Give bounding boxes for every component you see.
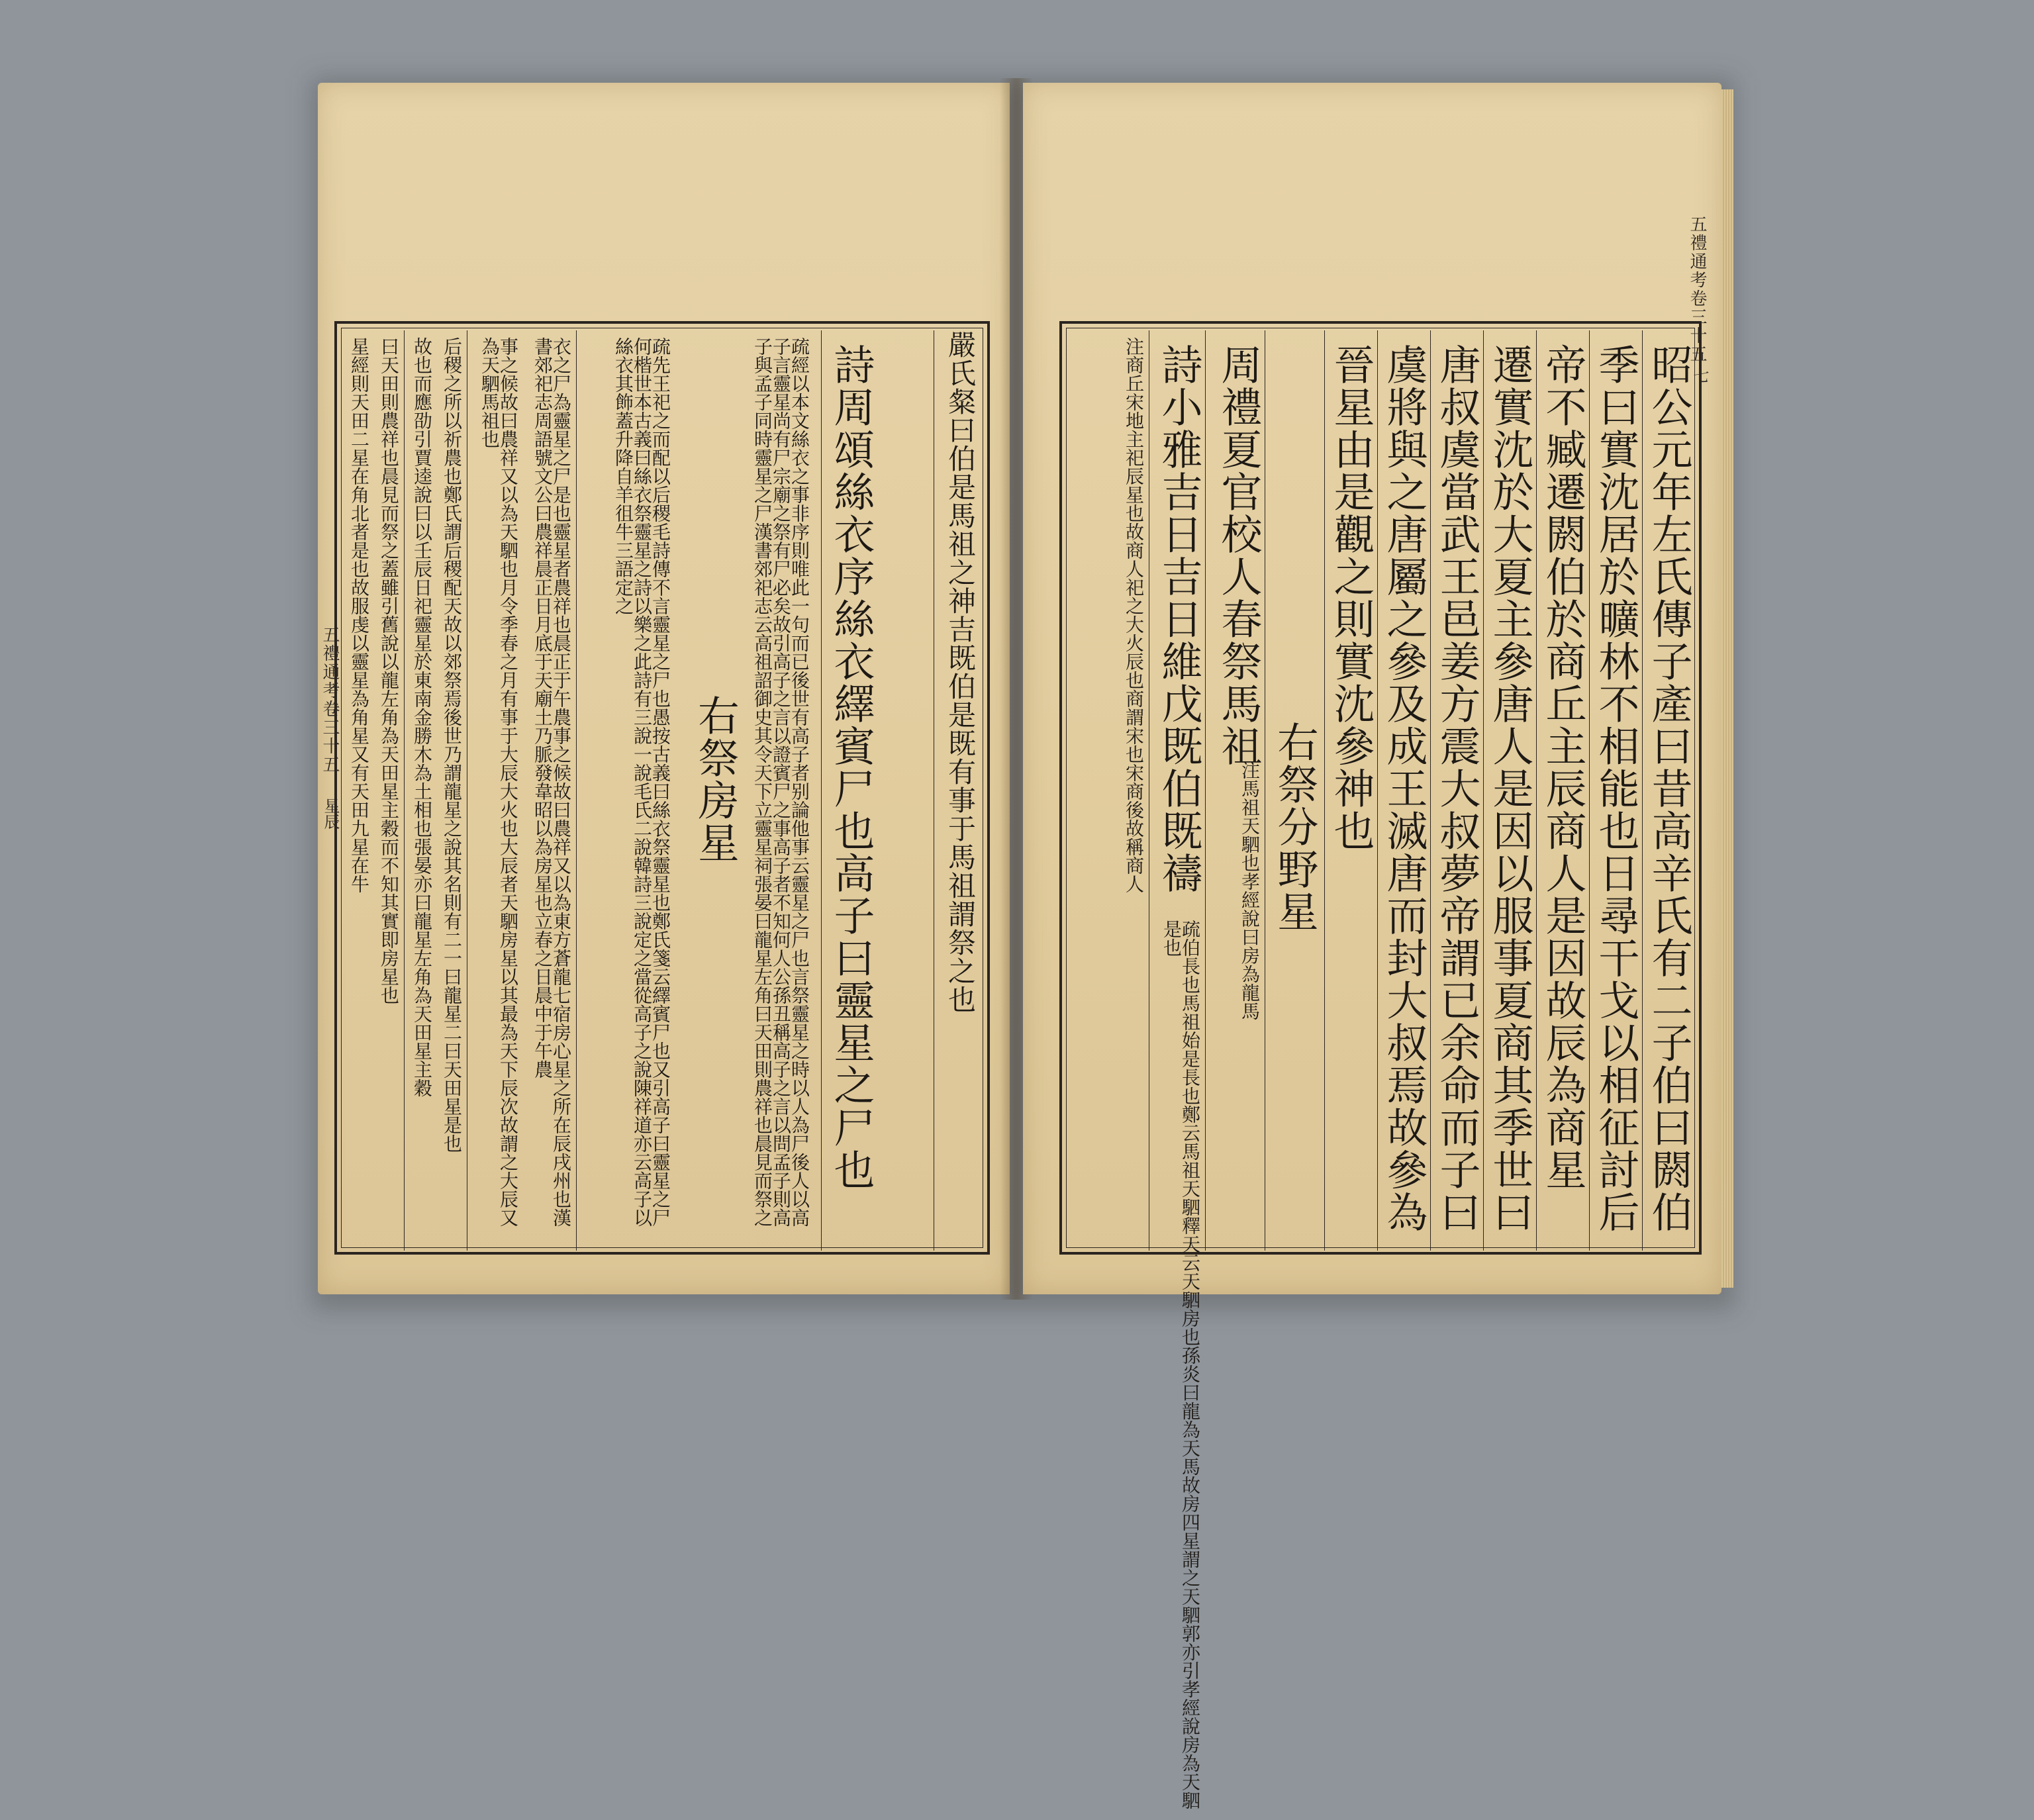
text-column: 季曰實沈居於曠林不相能也日尋干戈以相征討后	[1592, 344, 1640, 1233]
text-column: 虞將與之唐屬之參及成王滅唐而封大叔焉故參為	[1380, 344, 1428, 1233]
text-column: 唐叔虞當武王邑姜方震大叔夢帝謂已余命而子曰	[1433, 344, 1481, 1233]
commentary-block: 疏先王祀之而配以后稷毛詩傳不言靈星之尸也愚按古義曰絲衣祭靈星也鄭氏箋云繹賓尸也又引高子曰靈星之尸何楷世本古義曰絲衣祭靈星之詩以樂之此詩有三說一說毛氏二說韓詩三說定之當從高子之說陳祥道亦云高子以絲衣其飾蓋升降自羊徂牛三語定之	[612, 337, 671, 1227]
section-heading: 右祭房星	[691, 694, 740, 864]
commentary-block: 疏經以本文絲衣之事非序則唯此一句而已後世有高子者别論他事云靈星之尸也言祭靈星之時以人為尸後人以高子言靈星尚有尸宗廟之祭有尸必矣故引高子之言以證賓尸之事高子者不知何人公孫丑稱高子之言以問孟子則高子與孟子同時靈星之尸漢書郊祀志云高祖詔御史其令天下立靈星祠張晏曰龍星左角曰天田則農祥也晨見而祭之	[751, 337, 810, 1227]
commentary-block: 衣之尸為靈星之尸是也靈星者農祥也晨正于午農事之候故曰農祥又以為東方蒼龍七宿房心星之所在辰戌州也漢書郊祀志周語號文公曰農祥晨正日月底于天廟土乃脈發韋昭以為房星也立春之日晨中于午農	[532, 337, 572, 1227]
margin-title: 五禮通考卷三十五	[1687, 215, 1707, 363]
right-text-frame	[1059, 321, 1702, 1809]
commentary-block: 故也而應劭引賈逵說曰以壬辰日祀靈星於東南金勝木為土相也張晏亦曰龍星左角為天田星主穀	[411, 337, 433, 1097]
column-rule	[404, 330, 405, 1251]
section-heading: 右祭分野星	[1271, 721, 1319, 933]
commentary-block: 注馬祖天駟也孝經說曰房為龍馬	[1239, 761, 1261, 1020]
text-column: 詩小雅吉日吉日維戊既伯既禱	[1155, 344, 1203, 894]
column-rule	[1642, 330, 1643, 1251]
text-column: 晉星由是觀之則實沈參神也	[1327, 344, 1375, 852]
commentary-block: 疏伯長也馬祖始是長也鄭云馬祖天駟釋天云天駟房也孫炎曰龍為天馬故房四星謂之天駟郭亦引孝經說房為天駟是也	[1161, 920, 1201, 1809]
text-column: 詩周頌絲衣序絲衣繹賓尸也高子曰靈星之尸也	[827, 344, 875, 1191]
commentary-block: 注商丘宋地主祀辰星也故商人祀之大火辰也商謂宋也宋商後故稱商人	[1123, 337, 1145, 893]
page-number: 七	[1690, 367, 1709, 383]
column-rule	[1149, 330, 1150, 1251]
text-column: 昭公元年左氏傳子產曰昔高辛氏有二子伯曰閼伯	[1645, 344, 1693, 1233]
commentary-block: 曰天田則農祥也晨見而祭之蓋雖引舊說以龍左角為天田星主穀而不知其實即房星也	[378, 337, 400, 1004]
column-rule	[1205, 330, 1206, 1251]
column-rule	[934, 330, 935, 1251]
text-column: 遷實沈於大夏主參唐人是因以服事夏商其季世曰	[1486, 344, 1534, 1233]
annotation-column: 嚴氏粲曰伯是馬祖之神吉既伯是既有事于馬祖謂祭之也	[944, 330, 977, 1014]
column-rule	[1536, 330, 1537, 1251]
column-rule	[1430, 330, 1431, 1251]
left-page	[318, 83, 1010, 1294]
column-rule	[1483, 330, 1484, 1251]
margin-section: 星辰	[321, 798, 340, 830]
column-rule	[576, 330, 577, 1251]
column-rule	[1589, 330, 1590, 1251]
column-rule	[1377, 330, 1379, 1251]
right-page	[1023, 83, 1721, 1809]
column-rule	[467, 330, 468, 1251]
text-column: 周禮夏官校人春祭馬祖	[1214, 344, 1263, 767]
text-column: 帝不臧遷閼伯於商丘主辰商人是因故辰為商星	[1539, 344, 1587, 1191]
commentary-block: 星經則天田二星在角北者是也故服虔以靈星為角星又有天田九星在牛	[348, 337, 370, 893]
margin-title: 五禮通考卷三十五	[320, 626, 340, 774]
column-rule	[1265, 330, 1266, 1251]
column-rule	[821, 330, 822, 1251]
commentary-block: 事之候故曰農祥又以為天駟也月令季春之月有事于大辰大火也大辰者天駟房星以其最為天下辰次故謂之大辰又為天駟馬祖也	[479, 337, 519, 1227]
page-edge	[1721, 89, 1733, 1288]
column-rule	[1324, 330, 1326, 1251]
left-text-frame	[334, 321, 990, 1255]
commentary-block: 后稷之所以祈農也鄭氏謂后稷配天故以郊祭焉後世乃謂龍星之說其名則有二一曰龍星二曰天田星是也	[441, 337, 463, 1153]
